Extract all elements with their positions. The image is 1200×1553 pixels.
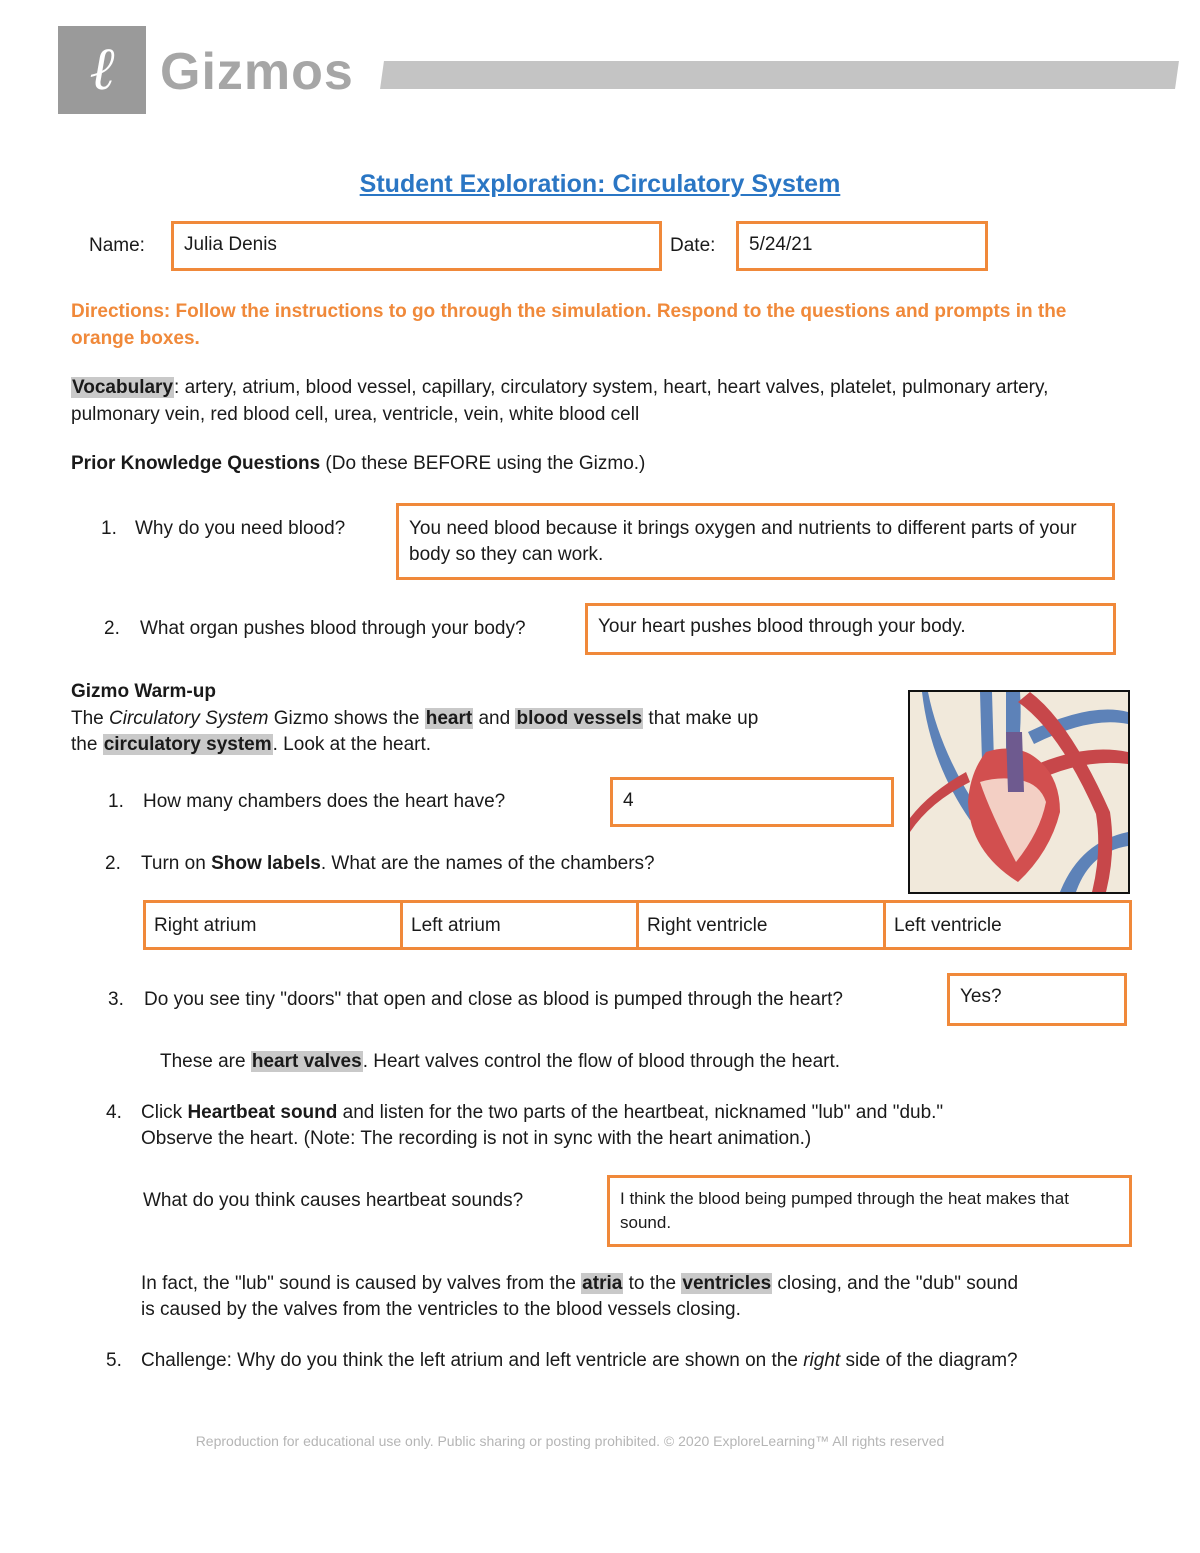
warmup-q1-text: How many chambers does the heart have? xyxy=(143,791,506,812)
warmup-q4-answer-box[interactable] xyxy=(607,1175,1132,1247)
date-value: 5/24/21 xyxy=(749,234,813,255)
warmup-heading: Gizmo Warm-up xyxy=(71,681,216,702)
name-field[interactable] xyxy=(171,221,662,271)
term-ventricles: ventricles xyxy=(682,1273,772,1294)
prior-q2-text: What organ pushes blood through your body? xyxy=(140,618,526,639)
prior-q1-number: 1. xyxy=(101,518,117,539)
term-circulatory-system: circulatory system xyxy=(103,734,272,755)
chamber-left-atrium[interactable]: Left atrium xyxy=(400,900,639,950)
warmup-q4-answer: I think the blood being pumped through the heat makes that sound. xyxy=(620,1189,1069,1232)
logo-glyph: ℓ xyxy=(89,34,115,104)
fact-line1: In fact, the "lub" sound is caused by valves from the atria to the ventricles closing, and the "dub" sound xyxy=(141,1273,1019,1294)
warmup-intro-line1: The Circulatory System Gizmo shows the heart and blood vessels that make up xyxy=(71,708,759,729)
page-title: Student Exploration: Circulatory System xyxy=(359,170,841,198)
warmup-q4-subquestion: What do you think causes heartbeat sounds? xyxy=(143,1190,524,1211)
prior-q2-answer: Your heart pushes blood through your body. xyxy=(598,616,966,637)
warmup-q5-text: Challenge: Why do you think the left atrium and left ventricle are shown on the right side of the diagram? xyxy=(141,1350,1018,1371)
chamber-left-ventricle[interactable]: Left ventricle xyxy=(883,900,1132,950)
date-field[interactable] xyxy=(736,221,988,271)
heart-illustration xyxy=(910,692,1128,892)
vocabulary xyxy=(71,374,1141,428)
name-label: Name: xyxy=(89,235,145,256)
warmup-q2-number: 2. xyxy=(105,853,121,874)
chamber-right-ventricle[interactable]: Right ventricle xyxy=(636,900,886,950)
warmup-q1-number: 1. xyxy=(108,791,124,812)
directions: Directions: Follow the instructions to go through the simulation. Respond to the questions and prompts in the orange boxes. xyxy=(71,301,1067,349)
prior-q1-text: Why do you need blood? xyxy=(135,518,346,539)
prior-heading-text: Prior Knowledge Questions xyxy=(71,453,321,474)
gizmos-logo-text: Gizmos xyxy=(160,43,354,101)
prior-note: (Do these BEFORE using the Gizmo.) xyxy=(320,453,646,474)
warmup-q4-text: Click Heartbeat sound and listen for the two parts of the heartbeat, nicknamed "lub" and "dub." xyxy=(141,1102,944,1123)
warmup-q4-number: 4. xyxy=(106,1102,122,1123)
fact-line2: is caused by the valves from the ventricles to the blood vessels closing. xyxy=(141,1299,741,1320)
vocabulary-label: Vocabulary xyxy=(72,377,174,398)
term-atria: atria xyxy=(582,1273,623,1294)
gizmos-logo-icon xyxy=(58,26,146,114)
warmup-q1-answer: 4 xyxy=(623,790,634,811)
warmup-q4-line2: Observe the heart. (Note: The recording is not in sync with the heart animation.) xyxy=(141,1128,812,1149)
warmup-q2-text: Turn on Show labels. What are the names of the chambers? xyxy=(141,853,655,874)
prior-q1-answer: You need blood because it brings oxygen and nutrients to different parts of your body so they can work. xyxy=(409,518,1077,565)
date-label: Date: xyxy=(670,235,716,256)
warmup-q3-answer-box[interactable] xyxy=(947,973,1127,1026)
term-heart-valves: heart valves xyxy=(251,1051,362,1072)
heart-valves-note: These are heart valves. Heart valves control the flow of blood through the heart. xyxy=(160,1051,841,1072)
name-value: Julia Denis xyxy=(184,234,277,255)
warmup-q5-number: 5. xyxy=(106,1350,122,1371)
header-bar xyxy=(380,61,1179,89)
prior-q2-answer-box[interactable] xyxy=(585,603,1116,655)
term-heart: heart xyxy=(425,708,473,729)
warmup-q3-text: Do you see tiny "doors" that open and close as blood is pumped through the heart? xyxy=(144,989,844,1010)
warmup-q1-answer-box[interactable] xyxy=(610,777,894,827)
prior-knowledge-heading xyxy=(71,451,645,477)
prior-q1-answer-box[interactable] xyxy=(396,503,1115,580)
warmup-q3-answer: Yes? xyxy=(960,986,1002,1007)
vocabulary-terms: : artery, atrium, blood vessel, capillary, circulatory system, heart, heart valves, platelet, pulmonary artery, pulmonary vein, red blood cell, urea, ventricle, vein, white blood cell xyxy=(71,377,1049,425)
chamber-right-atrium[interactable]: Right atrium xyxy=(143,900,403,950)
prior-q2-number: 2. xyxy=(104,618,120,639)
warmup-q3-number: 3. xyxy=(108,989,124,1010)
heart-diagram-image xyxy=(908,690,1130,894)
footer-copyright: Reproduction for educational use only. Public sharing or posting prohibited. © 2020 ExploreLearning™ All rights reserved xyxy=(195,1433,945,1449)
warmup-intro-line2: the circulatory system. Look at the heart. xyxy=(71,734,432,755)
term-blood-vessels: blood vessels xyxy=(516,708,643,729)
